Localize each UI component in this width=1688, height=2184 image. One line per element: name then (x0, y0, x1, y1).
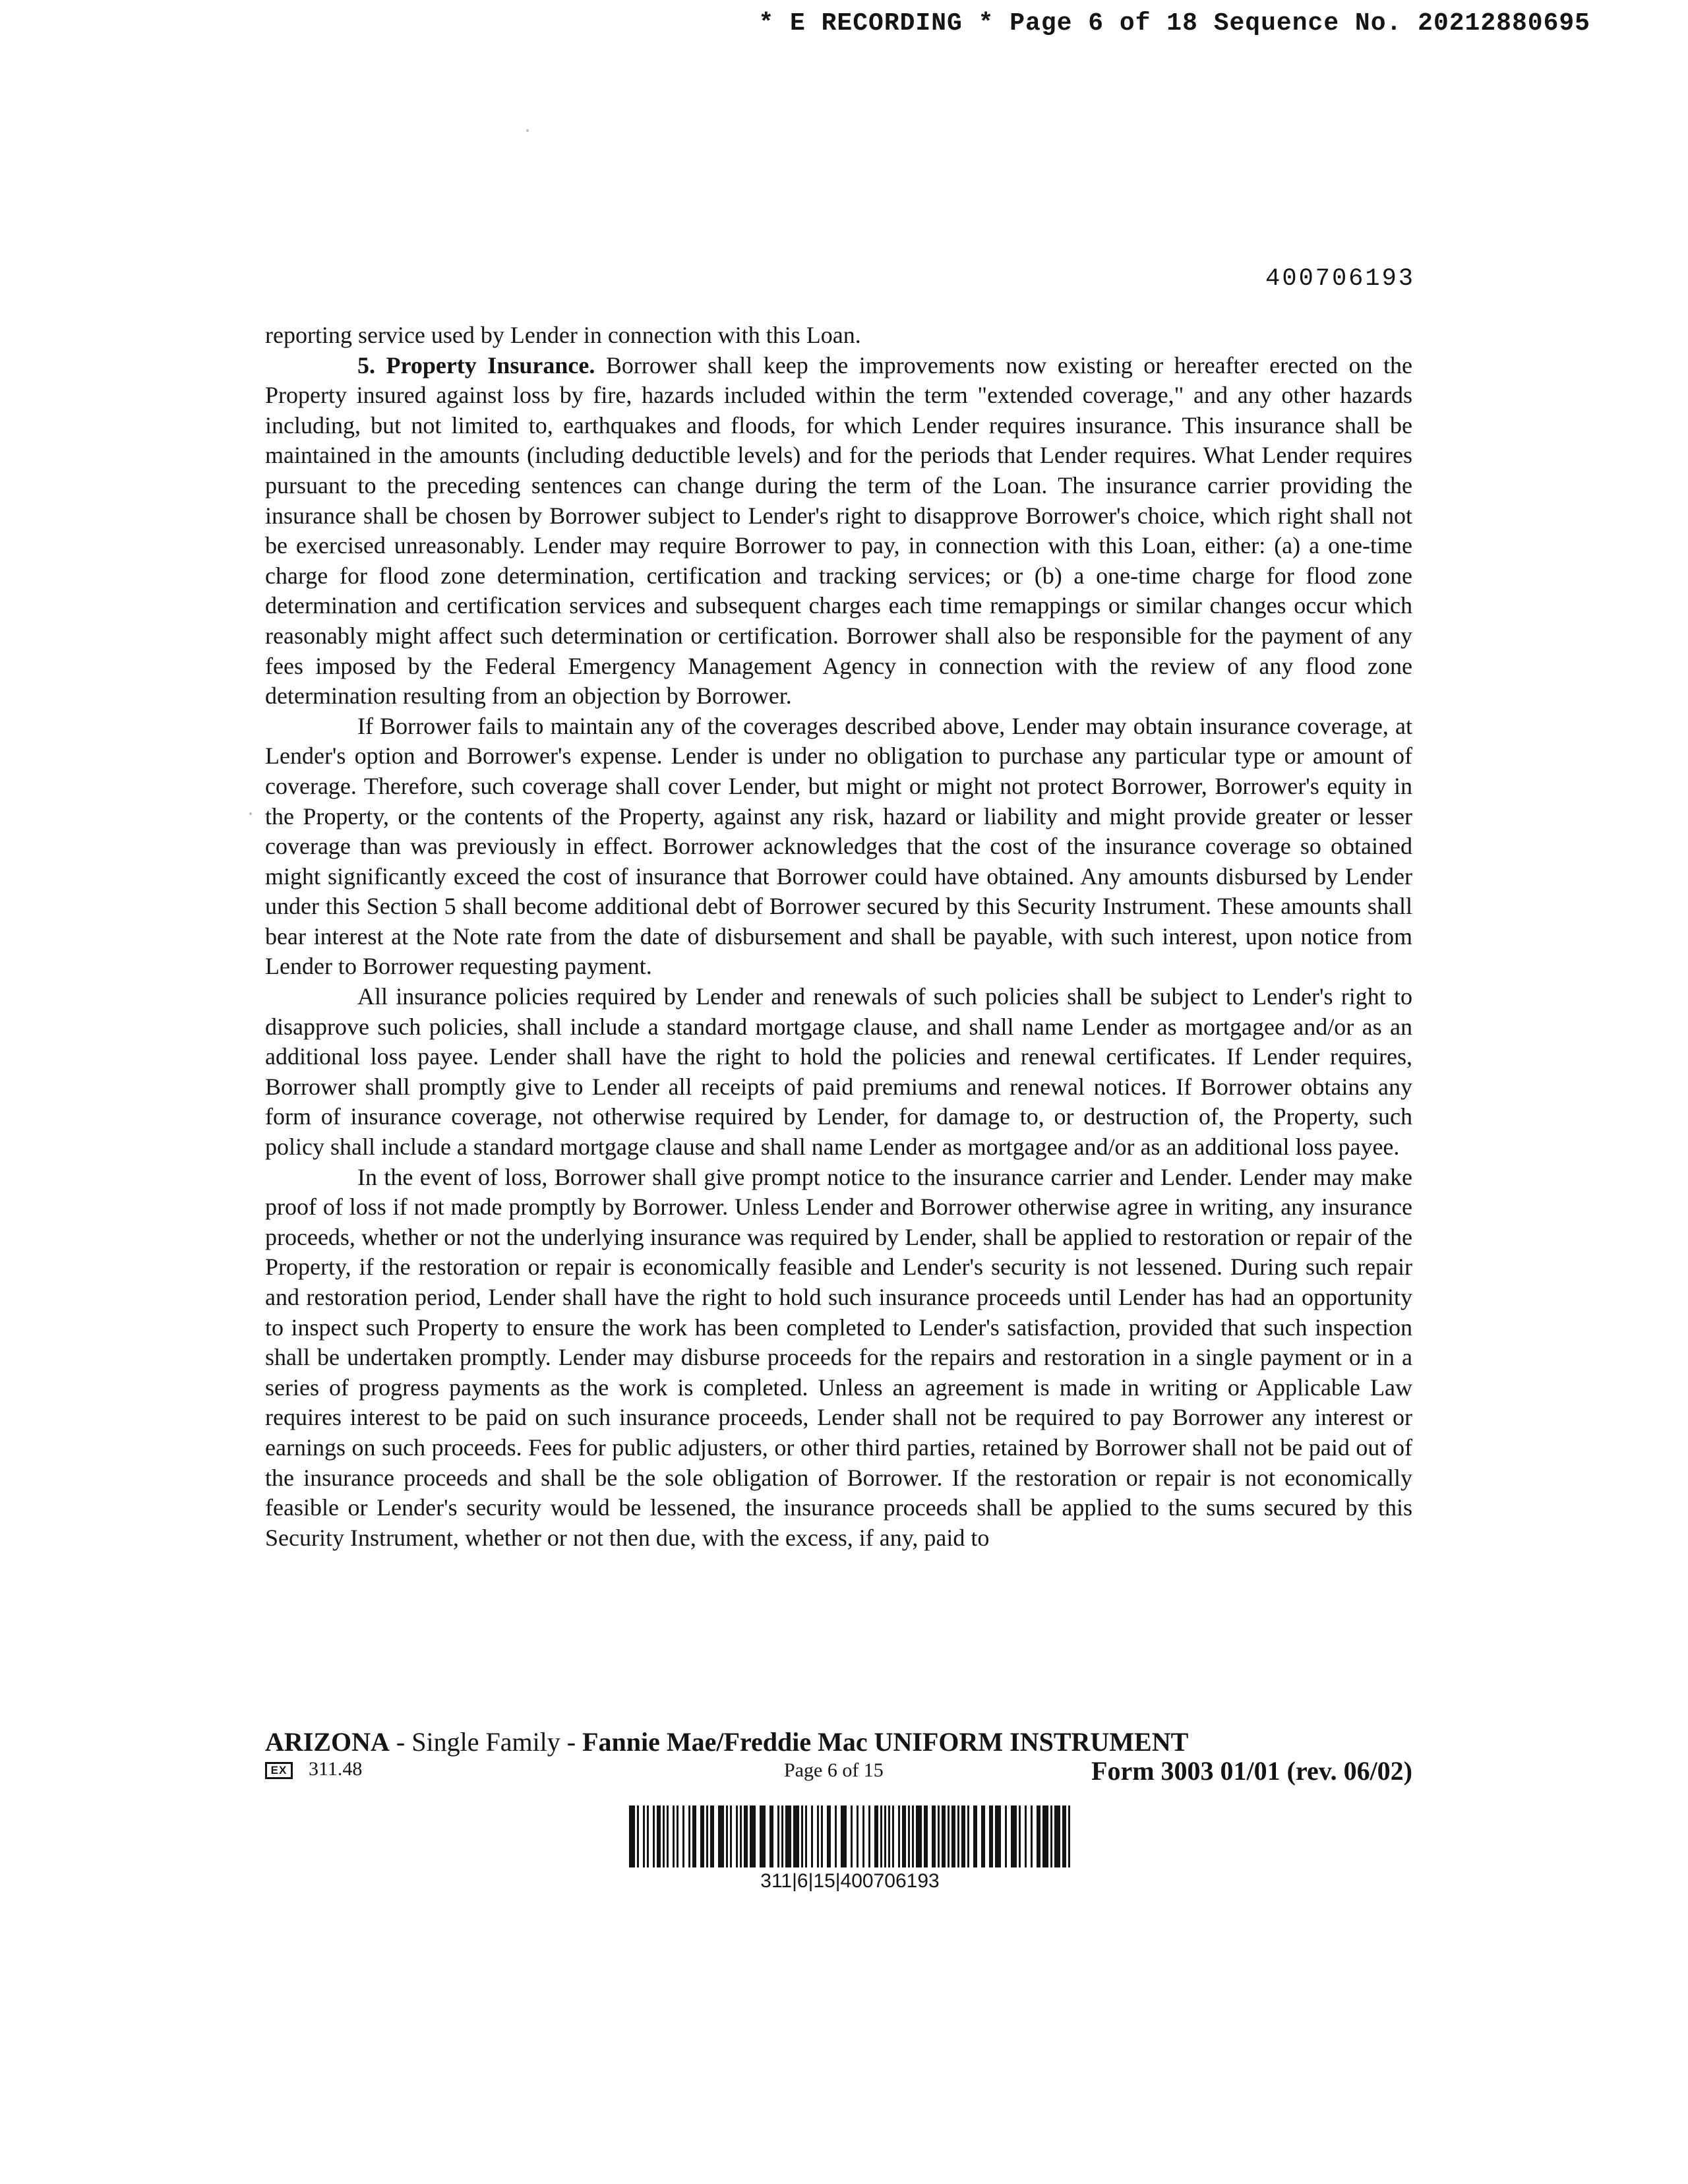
footer-form-line (265, 1758, 1412, 1792)
form-number: Form 3003 01/01 (rev. 06/02) (1091, 1756, 1412, 1786)
recording-header: * E RECORDING * Page 6 of 18 Sequence No. 20212880695 (758, 9, 1590, 38)
scan-speck (249, 812, 252, 815)
footer-instrument-line (265, 1726, 1188, 1757)
page-number: Page 6 of 15 (784, 1759, 884, 1781)
barcode-icon (628, 1805, 1072, 1867)
paragraph-coverage: If Borrower fails to maintain any of the coverages described above, Lender may obtain insurance coverage, at Lender's option and Borrower's expense. Lender is under no obligation to purchase any particular type or amount of coverage. Therefore, such coverage shall cover Lender, but might or might not protect Borrower, Borrower's equity in the Property, or the contents of the Property, against any risk, hazard or liability and might provide greater or lesser coverage than was previously in effect. Borrower acknowledges that the cost of the insurance coverage so obtained might significantly exceed the cost of insurance that Borrower could have obtained. Any amounts disbursed by Lender under this Section 5 shall become additional debt of Borrower secured by this Security Instrument. These amounts shall bear interest at the Note rate from the date of disbursement and shall be payable, with such interest, upon notice from Lender to Borrower requesting payment. (265, 712, 1412, 980)
scan-speck (526, 129, 529, 132)
paragraph-loss: In the event of loss, Borrower shall give prompt notice to the insurance carrier and Lender. Lender may make proof of loss if not made promptly by Borrower. Unless Lender and Borrower otherwise agree in writing, any insurance proceeds, whether or not the underlying insurance was required by Lender, shall be applied to restoration or repair of the Property, if the restoration or repair is economically feasible and Lender's security is not lessened. During such repair and restoration period, Lender shall have the right to hold such insurance proceeds until Lender has had an opportunity to inspect such Property to ensure the work has been completed to Lender's satisfaction, provided that such inspection shall be undertaken promptly. Lender may disburse proceeds for the repairs and restoration in a single payment or in a series of progress payments as the work is completed. Unless an agreement is made in writing or Applicable Law requires interest to be paid on such insurance proceeds, Lender shall not be required to pay Borrower any interest or earnings on such proceeds. Fees for public adjusters, or other third parties, retained by Borrower shall not be paid out of the insurance proceeds and shall be the sole obligation of Borrower. If the restoration or repair is not economically feasible or Lender's security would be lessened, the insurance proceeds shall be applied to the sums secured by this Security Instrument, whether or not then due, with the excess, if any, paid to (265, 1163, 1412, 1551)
footer-separator: - Single Family - (389, 1727, 583, 1757)
form-code: 311.48 (309, 1758, 363, 1780)
section-5-text: Borrower shall keep the improvements now existing or hereafter erected on the Property insured against loss by fire, hazards included within the term "extended coverage," and any other hazards including, but not limited to, earthquakes and floods, for which Lender requires insurance. This insurance shall be maintained in the amounts (including deductible levels) and for the periods that Lender requires. What Lender requires pursuant to the preceding sentences can change during the term of the Loan. The insurance carrier providing the insurance shall be chosen by Borrower subject to Lender's right to disapprove Borrower's choice, which right shall not be exercised unreasonably. Lender may require Borrower to pay, in connection with this Loan, either: (a) a one-time charge for flood zone determination, certification and tracking services; or (b) a one-time charge for flood zone determination and certification services and subsequent charges each time remappings or similar changes occur which reasonably might affect such determination or certification. Borrower shall also be responsible for the payment of any fees imposed by the Federal Emergency Management Agency in connection with the review of any flood zone determination resulting from an objection by Borrower. (265, 351, 1413, 710)
loan-number: 400706193 (1265, 265, 1415, 293)
footer-instrument: Fannie Mae/Freddie Mac UNIFORM INSTRUMENT (582, 1727, 1189, 1757)
barcode-text: 311|6|15|400706193 (760, 1870, 940, 1892)
section-5-paragraph (265, 351, 1412, 712)
document-body (265, 320, 1412, 1553)
continuation-paragraph: reporting service used by Lender in connection with this Loan. (265, 322, 861, 348)
paragraph-policies: All insurance policies required by Lender and renewals of such policies shall be subject to Lender's right to disapprove such policies, shall include a standard mortgage clause, and shall name Lender as mortgagee and/or as an additional loss payee. Lender shall have the right to hold the policies and renewal certificates. If Lender requires, Borrower shall promptly give to Lender all receipts of paid premiums and renewal notices. If Borrower obtains any form of insurance coverage, not otherwise required by Lender, for damage to, or destruction of, the Property, such policy shall include a standard mortgage clause and shall name Lender as mortgagee and/or as an additional loss payee. (265, 983, 1412, 1161)
footer-state: ARIZONA (265, 1727, 390, 1757)
section-5-heading: 5. Property Insurance. (357, 351, 595, 379)
ex-badge-icon: EX (265, 1762, 293, 1779)
